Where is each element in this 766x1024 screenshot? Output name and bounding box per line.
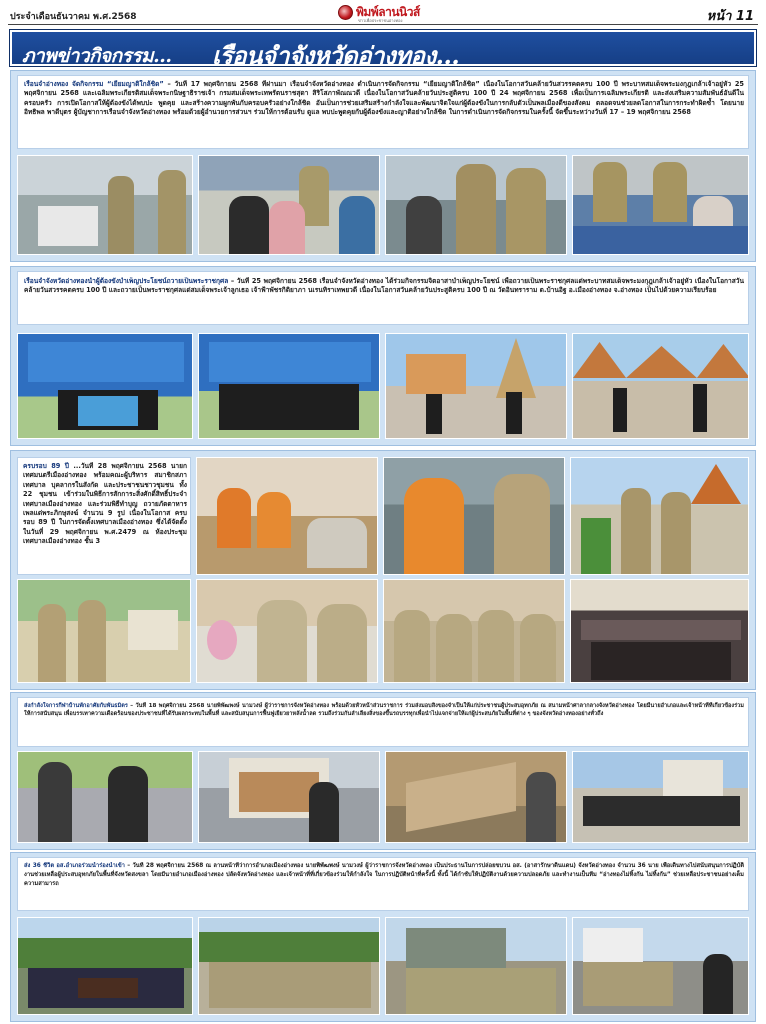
article-5-text bbox=[24, 862, 744, 908]
photo-departure-3 bbox=[385, 917, 567, 1015]
photo-ceremony-monks bbox=[196, 457, 378, 575]
article-section-1 bbox=[10, 70, 756, 262]
article-5-body: – วันที่ 28 พฤศจิกายน 2568 ณ ลานหน้าที่ว่าการอำเภอเมืองอ่างทอง นายพิพัฒพงษ์ นามวงษ์ ผู้ว่าราชการจังหวัดอ่างทอง เป็นประธานในการปล่อยขบวน อส. (อาสารักษาดินแดน) จังหวัดอ่างทอง จำนวน 36 นาย เพื่อเดินทางไปสนับสนุนการปฏิบัติงานช่วยเหลือผู้ประสบอุทกภัยในพื้นที่จังหวัดสงขลา โดยมีนายอำเภอเมืองอ่างทอง ปลัดจังหวัดอ่างทอง และเจ้าหน้าที่ที่เกี่ยวข้องร่วมให้กำลังใจ ในการปฏิบัติหน้าที่ครั้งนี้ ทั้งนี้ ได้กำชับให้ปฏิบัติงานด้วยความปลอดภัย และทำงานเป็นทีม “อ่างทองไม่ทิ้งกัน ไม่ทิ้งกัน” ช่วยเหลือประชาชนอย่างเต็มความสามารถ bbox=[24, 863, 744, 887]
logo-name: พิมพ์ลานนิวส์ bbox=[356, 5, 420, 19]
page-banner bbox=[10, 30, 756, 70]
page-number: หน้า 11 bbox=[706, 9, 754, 24]
article-1-text bbox=[24, 80, 744, 146]
photo-relief-2 bbox=[198, 751, 380, 843]
header-divider bbox=[8, 24, 758, 25]
photo-volunteer-1 bbox=[17, 333, 193, 439]
banner-part-1: ภาพข่าวกิจกรรม... bbox=[22, 45, 172, 67]
article-4-headline: ส่งกำลังใจการกีฬาบ้านพักอาศัยกับพันธมิตร bbox=[24, 703, 128, 709]
article-section-2 bbox=[10, 266, 756, 446]
photo-volunteer-3 bbox=[385, 333, 567, 439]
article-section-5 bbox=[10, 852, 756, 1022]
photo-anniversary-2 bbox=[196, 579, 378, 683]
newspaper-logo bbox=[338, 4, 428, 21]
logo-subtitle: ข่าวเพื่อประชาชนอ่างทอง bbox=[358, 18, 403, 23]
article-1-headline: เรือนจำอ่างทอง จัดกิจกรรม “เยี่ยมญาติใกล้ชิด” bbox=[24, 80, 164, 88]
page-header bbox=[0, 0, 766, 24]
article-3-body: ...วันที่ 28 พฤศจิกายน 2568 นายกเทศมนตรีเมืองอ่างทอง พร้อมคณะผู้บริหาร สมาชิกสภาเทศบาล บุคลากรในสังกัด และประชาชนชาวชุมชน ทั้ง 22 ชุมชน เข้าร่วมในพิธีการสักการะสิ่งศักดิ์สิทธิ์ประจำเทศบาลเมืองอ่างทอง และร่วมพิธีทำบุญ ถวายภัตตาหารเพลแด่พระภิกษุสงฆ์ จำนวน 9 รูป เนื่องในโอกาส ครบรอบ 89 ปี ในการจัดตั้งเทศบาลเมืองอ่างทอง ซึ่งได้จัดตั้งในวันที่ 29 พฤศจิกายน พ.ศ.2479 ณ ห้องประชุมเทศบาลเมืองอ่างทอง ชั้น 3 bbox=[23, 462, 187, 546]
article-2-headline: เรือนจำจังหวัดอ่างทองนำผู้ต้องขังบำเพ็ญประโยชน์ถวายเป็นพระราชกุศล bbox=[24, 277, 229, 285]
article-1-textbox bbox=[17, 75, 749, 149]
photo-anniversary-1 bbox=[17, 579, 191, 683]
photo-anniversary-3 bbox=[383, 579, 565, 683]
article-2-textbox bbox=[17, 271, 749, 325]
photo-visit-3 bbox=[385, 155, 567, 255]
seal-icon bbox=[338, 5, 353, 20]
photo-visit-4 bbox=[572, 155, 749, 255]
photo-relief-4 bbox=[572, 751, 749, 843]
photo-departure-4 bbox=[572, 917, 749, 1015]
photo-visit-1 bbox=[17, 155, 193, 255]
photo-ceremony-shrine bbox=[570, 457, 749, 575]
photo-visit-2 bbox=[198, 155, 380, 255]
article-3-textbox bbox=[17, 457, 191, 575]
photo-anniversary-4 bbox=[570, 579, 749, 683]
article-1-body: – วันที่ 17 พฤศจิกายน 2568 ที่ผ่านมา เรือนจำจังหวัดอ่างทอง ดำเนินการจัดกิจกรรม “เยี่ยมญาติใกล้ชิด” เนื่องในโอกาสวันคล้ายวันสวรรคตครบ 100 ปี พระบาทสมเด็จพระมงกุฎเกล้าเจ้าอยู่หัว 25 พฤศจิกายน 2568 และเฉลิมพระเกียรติสมเด็จพระกนิษฐาธิราชเจ้า กรมสมเด็จพระเทพรัตนราชสุดา สิริโสภาพัณณวดี เนื่องในโอกาสวันคล้ายวันประสูติครบ 100 ปี 24 พฤศจิกายน 2568 เพื่อเป็นการเฉลิมพระเกียรติ และส่งเสริมความสัมพันธ์อันดีในครอบครัว การเปิดโอกาสให้ผู้ต้องขังได้พบปะ พูดคุย และสร้างความผูกพันกับครอบครัวอย่างใกล้ชิด อันเป็นการช่วยเสริมสร้างกำลังใจและพัฒนาจิตใจแก่ผู้ต้องขังในการกลับตัวเป็นพลเมืองดีของสังคม ตลอดจนช่วยลดโอกาสในการกระทำผิดซ้ำ โดยนายอิทธิพล พาดีบุตร ผู้บัญชาการเรือนจำจังหวัดอ่างทอง พร้อมด้วยผู้อำนวยการส่วนฯ ร่วมให้การต้อนรับ ดูแล พบปะพูดคุยกับผู้ต้องขังและญาติอย่างใกล้ชิด ในการดำเนินการจัดกิจกรรมในครั้งนี้ จัดขึ้นระหว่างวันที่ 17 – 19 พฤศจิกายน 2568 bbox=[24, 80, 744, 117]
issue-date: ประจำเดือนธันวาคม พ.ศ.2568 bbox=[10, 12, 137, 22]
article-3-headline: ครบรอบ 89 ปี bbox=[23, 462, 69, 470]
article-4-text bbox=[24, 702, 744, 744]
banner-part-2: เรือนจำจังหวัดอ่างทอง... bbox=[212, 41, 460, 70]
article-4-textbox bbox=[17, 697, 749, 747]
photo-departure-1 bbox=[17, 917, 193, 1015]
article-section-3 bbox=[10, 450, 756, 690]
article-5-textbox bbox=[17, 857, 749, 911]
article-2-body: – วันที่ 25 พฤศจิกายน 2568 เรือนจำจังหวัดอ่างทอง ได้ร่วมกิจกรรมจิตอาสาบำเพ็ญประโยชน์ เพื่อถวายเป็นพระราชกุศลแด่พระบาทสมเด็จพระมงกุฎเกล้าเจ้าอยู่หัว เนื่องในโอกาสวันคล้ายวันสวรรคตครบ 100 ปี และถวายเป็นพระราชกุศลแด่สมเด็จพระเจ้าลูกเธอ เจ้าฟ้าพัชรกิติยาภา นเรนทิราเทพยวดี เนื่องในโอกาสวันคล้ายวันประสูติครบ 100 ปี ณ วัดอินทราราม ต.บ้านอิฐ อ.เมืองอ่างทอง จ.อ่างทอง เป็นไปด้วยความเรียบร้อย bbox=[24, 277, 744, 295]
photo-relief-1 bbox=[17, 751, 193, 843]
photo-ceremony-blessing bbox=[383, 457, 565, 575]
photo-relief-3 bbox=[385, 751, 567, 843]
article-3-text bbox=[23, 462, 187, 572]
photo-volunteer-4 bbox=[572, 333, 749, 439]
article-4-body: – วันที่ 18 พฤศจิกายน 2568 นายพิพัฒพงษ์ นามวงษ์ ผู้ว่าราชการจังหวัดอ่างทอง พร้อมด้วยหัวหน้าส่วนราชการ ร่วมส่งมอบสิ่งของจำเป็นให้แก่ประชาชนผู้ประสบอุทกภัย ณ สนามหน้าศาลากลางจังหวัดอ่างทอง โดยมีนายอำเภอและเจ้าหน้าที่ที่เกี่ยวข้องร่วมให้การสนับสนุน เพื่อบรรเทาความเดือดร้อนของประชาชนที่ได้รับผลกระทบในพื้นที่ และสนับสนุนการฟื้นฟูเยียวยาหลังน้ำลด รวมถึงร่วมกันลำเลียงสิ่งของขึ้นรถบรรทุกเพื่อนำไปแจกจ่ายให้แก่ผู้ประสบภัยในพื้นที่ต่าง ๆ ของจังหวัดอ่างทองอย่างทั่วถึง bbox=[24, 703, 744, 718]
article-2-text bbox=[24, 277, 744, 323]
photo-departure-2 bbox=[198, 917, 380, 1015]
photo-volunteer-2 bbox=[198, 333, 380, 439]
article-section-4 bbox=[10, 692, 756, 850]
article-5-headline: ส่ง 36 ชีวิต อส.อำเภอร่วมนำร่องนำเข้า bbox=[24, 863, 125, 869]
